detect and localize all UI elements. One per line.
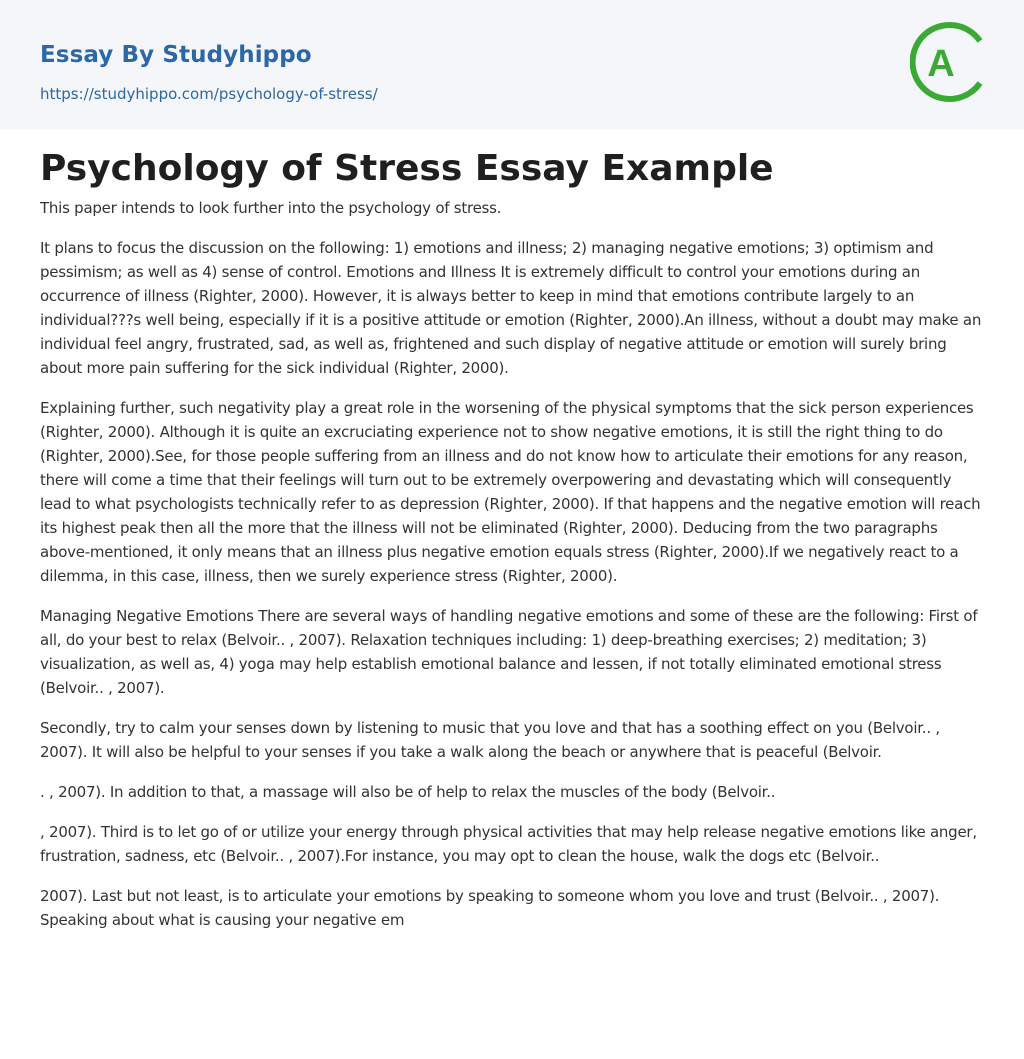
studyhippo-logo-icon[interactable] [910, 18, 988, 106]
article-body [0, 129, 1024, 932]
page-url-link[interactable]: https://studyhippo.com/psychology-of-stress/ [40, 85, 378, 103]
paragraph: This paper intends to look further into the psychology of stress. [40, 199, 502, 217]
logo-letter: A [927, 43, 955, 85]
page-title: Psychology of Stress Essay Example [40, 148, 774, 189]
paragraph: , 2007). Third is to let go of or utilize your energy through physical activities that may help release negative emotions like anger, frustration, sadness, etc (Belvoir.. , 2007).For instance, you may opt to clean the house, walk the dogs etc (Belvoir.. [40, 823, 977, 865]
paragraph: . , 2007). In addition to that, a massage will also be of help to relax the muscles of the body (Belvoir.. [40, 783, 776, 801]
paragraph: It plans to focus the discussion on the following: 1) emotions and illness; 2) managing negative emotions; 3) optimism and pessimism; as well as 4) sense of control. Emotions and Illness It is extremely difficult to control your emotions during an occurrence of illness (Righter, 2000). However, it is always better to keep in mind that emotions contribute largely to an individual???s well being, especially if it is a positive attitude or emotion (Righter, 2000).An illness, without a doubt may make an individual feel angry, frustrated, sad, as well as, frightened and such display of negative attitude or emotion will surely bring about more pain suffering for the sick individual (Righter, 2000). [40, 239, 982, 377]
site-brand[interactable]: Essay By Studyhippo [40, 42, 312, 68]
paragraph: 2007). Last but not least, is to articulate your emotions by speaking to someone whom you love and trust (Belvoir.. , 2007). Speaking about what is causing your negative em [40, 887, 940, 929]
paragraph: Secondly, try to calm your senses down by listening to music that you love and that has a soothing effect on you (Belvoir.. , 2007). It will also be helpful to your senses if you take a walk along the beach or anywhere that is peaceful (Belvoir. [40, 719, 940, 761]
paragraph: Explaining further, such negativity play a great role in the worsening of the physical symptoms that the sick person experiences (Righter, 2000). Although it is quite an excruciating experience not to show negative emotions, it is still the right thing to do (Righter, 2000).See, for those people suffering from an illness and do not know how to articulate their emotions for any reason, there will come a time that their feelings will turn out to be extremely overpowering and devastating which will consequently lead to what psychologists technically refer to as depression (Righter, 2000). If that happens and the negative emotion will reach its highest peak then all the more that the illness will not be eliminated (Righter, 2000). Deducing from the two paragraphs above-mentioned, it only means that an illness plus negative emotion equals stress (Righter, 2000).If we negatively react to a dilemma, in this case, illness, then we surely experience stress (Righter, 2000). [40, 399, 981, 585]
paragraph: Managing Negative Emotions There are several ways of handling negative emotions and some of these are the following: First of all, do your best to relax (Belvoir.. , 2007). Relaxation techniques including: 1) deep-breathing exercises; 2) meditation; 3) visualization, as well as, 4) yoga may help establish emotional balance and lessen, if not totally eliminated emotional stress (Belvoir.. , 2007). [40, 607, 978, 697]
site-header [0, 0, 1024, 129]
